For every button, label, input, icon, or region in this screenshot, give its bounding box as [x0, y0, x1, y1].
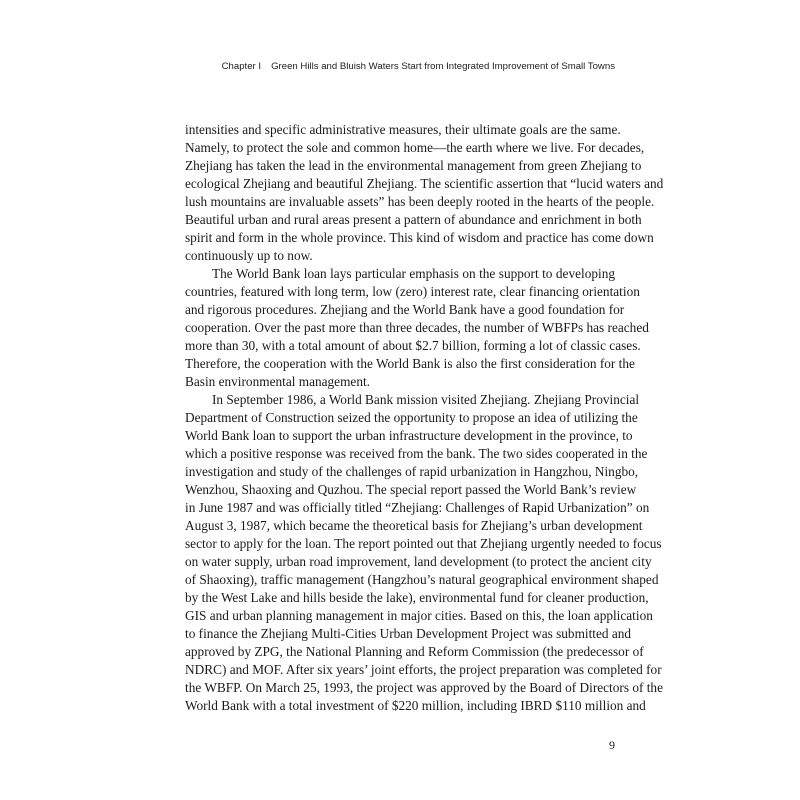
text-line: Basin environmental management.	[185, 374, 370, 389]
text-line: sector to apply for the loan. The report pointed out that Zhejiang urgently needed to focus	[185, 536, 662, 551]
text-line: more than 30, with a total amount of about $2.7 billion, forming a lot of classic cases.	[185, 338, 641, 353]
text-line: Beautiful urban and rural areas present a pattern of abundance and enrichment in both	[185, 212, 642, 227]
text-line: continuously up to now.	[185, 248, 313, 263]
text-line: which a positive response was received from the bank. The two sides cooperated in the	[185, 446, 648, 461]
text-line: and rigorous procedures. Zhejiang and the World Bank have a good foundation for	[185, 302, 625, 317]
text-line: NDRC) and MOF. After six years’ joint efforts, the project preparation was completed for	[185, 662, 662, 677]
text-line: World Bank with a total investment of $220 million, including IBRD $110 million and	[185, 698, 646, 713]
text-line: in June 1987 and was officially titled “Zhejiang: Challenges of Rapid Urbanization” on	[185, 500, 650, 515]
text-line: countries, featured with long term, low (zero) interest rate, clear financing orientation	[185, 284, 640, 299]
running-header	[180, 61, 615, 72]
text-line: intensities and specific administrative measures, their ultimate goals are the same.	[185, 122, 621, 137]
text-line: investigation and study of the challenges of rapid urbanization in Hangzhou, Ningbo,	[185, 464, 639, 479]
text-line: The World Bank loan lays particular emphasis on the support to developing	[212, 266, 615, 281]
chapter-label: Chapter I	[221, 61, 262, 72]
text-line: cooperation. Over the past more than three decades, the number of WBFPs has reached	[185, 320, 649, 335]
text-line: the WBFP. On March 25, 1993, the project was approved by the Board of Directors of the	[185, 680, 663, 695]
text-line: Namely, to protect the sole and common home—the earth where we live. For decades,	[185, 140, 645, 155]
text-line: Wenzhou, Shaoxing and Quzhou. The special report passed the World Bank’s review	[185, 482, 637, 497]
text-line: World Bank loan to support the urban infrastructure development in the province, to	[185, 428, 633, 443]
text-line: Zhejiang has taken the lead in the environmental management from green Zhejiang to	[185, 158, 642, 173]
paragraph	[185, 121, 664, 265]
paragraph	[185, 391, 663, 715]
text-line: approved by ZPG, the National Planning and Reform Commission (the predecessor of	[185, 644, 644, 659]
text-line: by the West Lake and hills beside the lake), environmental fund for cleaner production,	[185, 590, 649, 605]
text-line: spirit and form in the whole province. This kind of wisdom and practice has come down	[185, 230, 654, 245]
text-line: Therefore, the cooperation with the World Bank is also the first consideration for the	[185, 356, 635, 371]
text-line: lush mountains are invaluable assets” has been deeply rooted in the hearts of the people.	[185, 194, 655, 209]
page-number: 9	[609, 738, 615, 752]
chapter-title: Green Hills and Bluish Waters Start from Integrated Improvement of Small Towns	[271, 61, 615, 72]
text-line: GIS and urban planning management in major cities. Based on this, the loan application	[185, 608, 653, 623]
text-line: In September 1986, a World Bank mission visited Zhejiang. Zhejiang Provincial	[212, 392, 640, 407]
paragraph	[185, 265, 649, 391]
text-line: August 3, 1987, which became the theoretical basis for Zhejiang’s urban development	[185, 518, 643, 533]
text-line: of Shaoxing), traffic management (Hangzhou’s natural geographical environment shaped	[185, 572, 659, 587]
body-text	[185, 121, 664, 715]
text-line: ecological Zhejiang and beautiful Zhejiang. The scientific assertion that “lucid waters and	[185, 176, 664, 191]
text-line: Department of Construction seized the opportunity to propose an idea of utilizing the	[185, 410, 638, 425]
text-line: to finance the Zhejiang Multi-Cities Urban Development Project was submitted and	[185, 626, 632, 641]
text-line: on water supply, urban road improvement, land development (to protect the ancient city	[185, 554, 652, 569]
